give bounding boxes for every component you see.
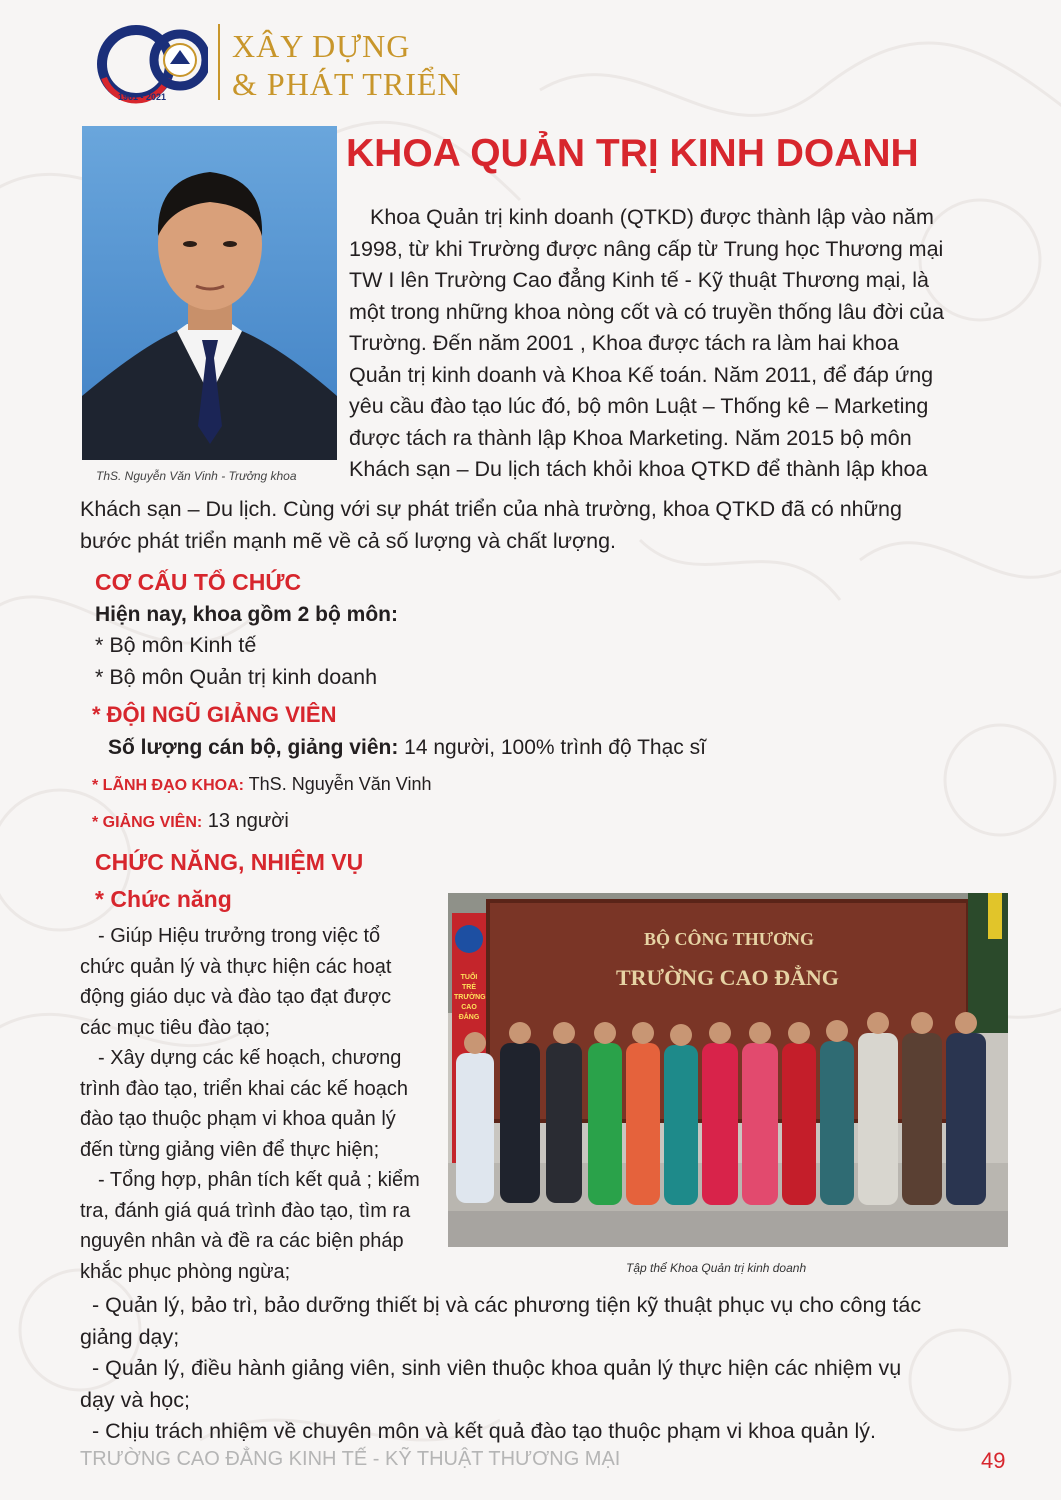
function-line: khắc phục phòng ngừa; <box>80 1260 291 1283</box>
footer-school: TRƯỜNG CAO ĐẲNG KINH TẾ - KỸ THUẬT THƯƠNG MẠI <box>80 1448 621 1470</box>
list-item: * Bộ môn Kinh tế <box>95 633 257 657</box>
anniversary-logo <box>88 20 208 106</box>
function-line: - Tổng hợp, phân tích kết quả ; kiểm <box>98 1169 420 1191</box>
functions-narrow-paragraphs <box>80 921 435 1287</box>
intro-line: 1998, từ khi Trường được nâng cấp từ Trung học Thương mại <box>349 236 944 261</box>
staff-count-label: Số lượng cán bộ, giảng viên: <box>108 736 399 759</box>
functions-wide-paragraphs <box>80 1290 1020 1448</box>
intro-line: Trường. Đến năm 2001 , Khoa được tách ra làm hai khoa <box>349 331 899 355</box>
banner-text: TUỔI TRẺ TRƯỜNG CAO ĐẲNG <box>454 974 486 1021</box>
function-line: nguyên nhân và đề ra các biện pháp <box>80 1230 404 1252</box>
structure-list <box>95 630 377 693</box>
function-line: tra, đánh giá quá trình đào tạo, tìm ra <box>80 1199 411 1222</box>
staff-leader-value: ThS. Nguyễn Văn Vinh <box>244 774 432 794</box>
intro-line: được tách ra thành lập Khoa Marketing. Năm 2015 bộ môn <box>349 425 912 450</box>
portrait-image <box>82 126 337 460</box>
page-number: 49 <box>981 1448 1006 1473</box>
staff-leader <box>92 774 431 795</box>
header-title-line1: XÂY DỰNG <box>232 28 411 64</box>
sign-line1: BỘ CÔNG THƯƠNG <box>644 929 815 949</box>
function-line: động giáo dục và đào tạo đạt được <box>80 986 392 1008</box>
intro-line: Khách sạn – Du lịch. Cùng với sự phát triển của nhà trường, khoa QTKD đã có những <box>80 497 902 521</box>
function-line: đào tạo thuộc phạm vi khoa quản lý <box>80 1108 396 1130</box>
staff-lecturers <box>92 810 289 833</box>
header-divider <box>218 24 220 100</box>
page-title: KHOA QUẢN TRỊ KINH DOANH <box>346 132 919 175</box>
logo-years: 1961 - 2021 <box>118 92 167 102</box>
structure-intro: Hiện nay, khoa gồm 2 bộ môn: <box>95 603 398 626</box>
sign-line2: TRƯỜNG CAO ĐẲNG <box>616 965 839 990</box>
intro-line: Khoa Quản trị kinh doanh (QTKD) được thành lập vào năm <box>370 205 934 229</box>
function-line: - Quản lý, bảo trì, bảo dưỡng thiết bị và các phương tiện kỹ thuật phục vụ cho công tác <box>92 1293 922 1317</box>
functions-heading: CHỨC NĂNG, NHIỆM VỤ <box>95 849 364 875</box>
function-line: - Chịu trách nhiệm về chuyên môn và kết quả đào tạo thuộc phạm vi khoa quản lý. <box>92 1419 877 1443</box>
staff-lecturers-label: * GIẢNG VIÊN: <box>92 814 203 831</box>
staff-count-value: 14 người, 100% trình độ Thạc sĩ <box>398 736 706 759</box>
staff-lecturers-value: 13 người <box>202 810 289 832</box>
intro-line: Quản trị kinh doanh và Khoa Kế toán. Năm 2011, để đáp ứng <box>349 362 934 387</box>
structure-heading: CƠ CẤU TỔ CHỨC <box>95 569 302 595</box>
intro-continuation <box>80 494 1020 557</box>
function-line: trình đào tạo, triển khai các kế hoạch <box>80 1077 408 1100</box>
intro-line: TW I lên Trường Cao đẳng Kinh tế - Kỹ thuật Thương mại, là <box>349 268 930 292</box>
intro-line: một trong những khoa nòng cốt và có truyền thống lâu đời của <box>349 299 945 324</box>
intro-paragraph <box>349 202 1009 486</box>
function-line: - Xây dựng các kế hoạch, chương <box>98 1047 402 1069</box>
intro-line: bước phát triển mạnh mẽ về cả số lượng và chất lượng. <box>80 528 617 553</box>
function-line: - Giúp Hiệu trưởng trong việc tổ <box>98 925 381 947</box>
function-line: đến từng giảng viên để thực hiện; <box>80 1138 380 1161</box>
intro-line: Khách sạn – Du lịch tách khỏi khoa QTKD để thành lập khoa <box>349 457 928 481</box>
portrait-caption: ThS. Nguyễn Văn Vinh - Trưởng khoa <box>96 469 297 483</box>
group-photo <box>448 893 1008 1247</box>
staff-heading: * ĐỘI NGŨ GIẢNG VIÊN <box>92 702 337 727</box>
intro-line: yêu cầu đào tạo lúc đó, bộ môn Luật – Thống kê – Marketing <box>349 394 929 418</box>
list-item: * Bộ môn Quản trị kinh doanh <box>95 664 378 689</box>
function-line: dạy và học; <box>80 1387 190 1412</box>
function-line: các mục tiêu đào tạo; <box>80 1016 271 1039</box>
function-line: giảng dạy; <box>80 1324 180 1349</box>
function-line: - Quản lý, điều hành giảng viên, sinh viên thuộc khoa quản lý thực hiện các nhiệm vụ <box>92 1356 902 1380</box>
staff-leader-label: * LÃNH ĐẠO KHOA: <box>92 777 244 794</box>
functions-subheading: * Chức năng <box>95 886 232 912</box>
portrait-photo <box>82 126 337 460</box>
group-photo-caption: Tập thể Khoa Quản trị kinh doanh <box>626 1261 807 1275</box>
staff-count <box>108 736 706 760</box>
header-title-line2: & PHÁT TRIỂN <box>232 66 462 102</box>
function-line: chức quản lý và thực hiện các hoạt <box>80 955 392 978</box>
